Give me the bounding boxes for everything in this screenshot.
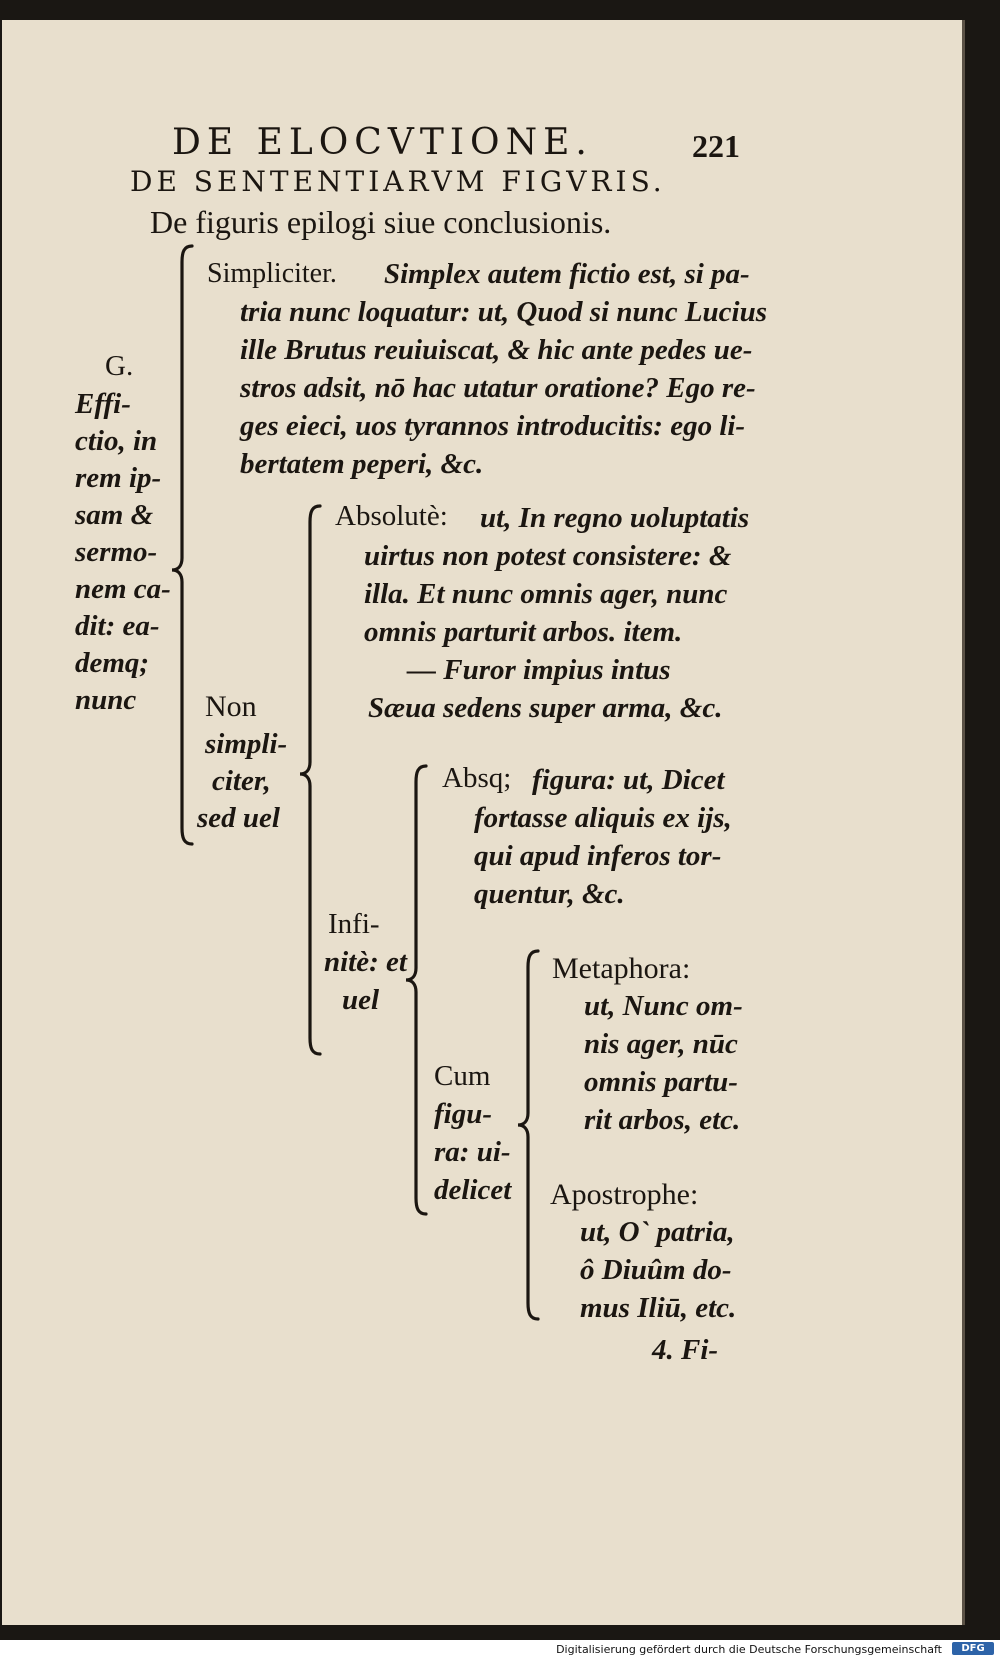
margin-line: Effi-	[75, 388, 131, 420]
cum-figura-line: Cum	[434, 1060, 491, 1092]
margin-line: rem ip-	[75, 462, 162, 494]
absque-line: quentur, &c.	[474, 878, 625, 910]
cum-figura-line: figu-	[434, 1098, 492, 1130]
book-page	[2, 20, 965, 1625]
metaphora-label: Metaphora:	[552, 952, 691, 985]
non-simpliciter-line: sed uel	[197, 802, 280, 834]
absolute-line: ut, In regno uoluptatis	[480, 502, 750, 534]
cum-figura-line: delicet	[434, 1174, 512, 1206]
absque-line: figura: ut, Dicet	[532, 764, 725, 796]
non-simpliciter-line: simpli-	[205, 728, 288, 760]
absolute-line: Sæua sedens super arma, &c.	[368, 692, 723, 724]
absque-line: qui apud inferos tor-	[474, 840, 722, 872]
apostrophe-label: Apostrophe:	[550, 1178, 699, 1211]
margin-line: dit: ea-	[75, 610, 160, 642]
simpliciter-line: stros adsit, nō hac utatur oratione? Ego re-	[240, 372, 756, 404]
non-simpliciter-line: citer,	[212, 765, 271, 797]
section-title: DE SENTENTIARVM FIGVRIS.	[130, 165, 666, 198]
absolute-line: uirtus non potest consistere: &	[364, 540, 732, 572]
simpliciter-line: tria nunc loquatur: ut, Quod si nunc Lucius	[240, 296, 768, 328]
absolute-line: — Furor impius intus	[407, 654, 671, 686]
margin-line: ctio, in	[75, 425, 158, 457]
margin-letter: G.	[105, 350, 134, 382]
dfg-logo: DFG	[952, 1642, 994, 1655]
absolute-line: omnis parturit arbos. item.	[364, 616, 683, 648]
metaphora-line: nis ager, nūc	[584, 1028, 738, 1060]
apostrophe-line: ut, O` patria,	[580, 1216, 735, 1248]
main-brace	[170, 240, 200, 850]
metaphora-line: ut, Nunc om-	[584, 990, 743, 1022]
simpliciter-line: bertatem peperi, &c.	[240, 448, 484, 480]
running-title: DE ELOCVTIONE.	[172, 122, 593, 163]
metaphora-line: rit arbos, etc.	[584, 1104, 741, 1136]
footer-bar	[0, 1640, 1000, 1659]
absolute-label: Absolutè:	[335, 500, 448, 532]
non-simpliciter-line: Non	[205, 690, 257, 723]
infinite-line: Infi-	[328, 908, 380, 940]
absque-line: fortasse aliquis ex ijs,	[474, 802, 732, 834]
simpliciter-label: Simpliciter.	[207, 258, 337, 289]
apostrophe-line: mus Iliū, etc.	[580, 1292, 737, 1324]
catchword: 4. Fi-	[652, 1334, 719, 1366]
simpliciter-line: ges eieci, uos tyrannos introducitis: ego li-	[240, 410, 746, 442]
cum-figura-line: ra: ui-	[434, 1136, 511, 1168]
third-brace	[404, 760, 434, 1220]
metaphora-line: omnis partu-	[584, 1066, 738, 1098]
absolute-line: illa. Et nunc omnis ager, nunc	[364, 578, 728, 610]
simpliciter-line: ille Brutus reuiuiscat, & hic ante pedes ue-	[240, 334, 753, 366]
funding-credit: Digitalisierung gefördert durch die Deutsche Forschungsgemeinschaft	[556, 1643, 942, 1656]
subsection-title: De figuris epilogi siue conclusionis.	[150, 204, 612, 240]
apostrophe-line: ô Diuûm do-	[580, 1254, 732, 1286]
infinite-line: uel	[342, 984, 380, 1016]
absque-label: Absq;	[442, 762, 512, 794]
margin-line: sermo-	[75, 536, 158, 568]
fourth-brace	[516, 945, 546, 1325]
margin-line: nem ca-	[75, 573, 171, 605]
margin-line: nunc	[75, 684, 137, 716]
margin-line: demq;	[75, 647, 150, 679]
margin-line: sam &	[75, 499, 154, 531]
infinite-line: nitè: et	[324, 946, 407, 978]
page-number: 221	[692, 128, 740, 164]
simpliciter-line: Simplex autem fictio est, si pa-	[384, 258, 750, 290]
